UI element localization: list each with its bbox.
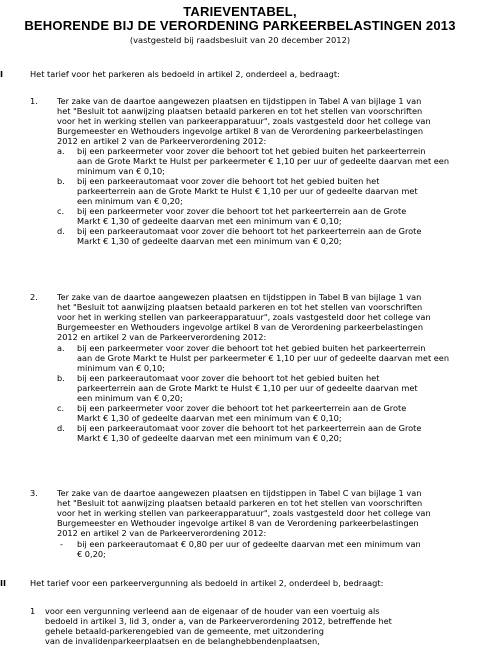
subitem-text-line: bij een parkeermeter voor zover die behoort tot het gebied buiten het parkeerterrein [77,343,426,353]
subitem-text-line: bij een parkeerautomaat voor zover die behoort tot het gebied buiten het [77,373,380,383]
item-number: 2. [30,292,38,302]
subitem-text-line: Markt € 1,30 of gedeelte daarvan met een minimum van € 0,20; [77,236,342,246]
subitem-letter: d. [57,423,65,433]
subitem-text-line: een minimum van € 0,20; [77,393,183,403]
item-text-line: gehele betaald-parkerengebied van de gemeente, met uitzondering [45,626,324,636]
subitem-letter: b. [57,176,65,186]
subitem-text-line: aan de Grote Markt te Hulst per parkeermeter € 1,10 per uur of gedeelte daarvan met een [77,156,450,166]
item-text-line: voor het in werking stellen van parkeerapparatuur", zoals vastgesteld door het college van [57,508,431,518]
item-text-line: Burgemeester en Wethouder ingevolge artikel 8 van de Verordening parkeerbelastingen [57,518,419,528]
subitem-text-line: bij een parkeerautomaat voor zover die behoort tot het parkeerterrein aan de Grote [77,226,422,236]
item-text-line: Ter zake van de daartoe aangewezen plaatsen en tijdstippen in Tabel B van bijlage 1 van [57,292,422,302]
item-text-line: voor het in werking stellen van parkeerapparatuur", zoals vastgesteld door het college van [57,312,431,322]
subitem-text-line: € 0,20; [77,549,106,559]
subitem-text-line: bij een parkeermeter voor zover die behoort tot het gebied buiten het parkeerterrein [77,146,426,156]
document-title-line-2: BEHORENDE BIJ DE VERORDENING PARKEERBELASTINGEN 2013 [24,18,456,33]
item-text-line: Burgemeester en Wethouders ingevolge artikel 8 van de Verordening parkeerbelastingen [57,126,424,136]
subitem-text-line: Markt € 1,30 of gedeelte daarvan met een minimum van € 0,20; [77,433,342,443]
subitem-letter: a. [57,146,65,156]
subitem-letter: d. [57,226,65,236]
item-text-line: het "Besluit tot aanwijzing plaatsen betaald parkeren en tot het stellen van voorschriften [57,106,423,116]
subitem-text-line: bij een parkeerautomaat voor zover die behoort tot het parkeerterrein aan de Grote [77,423,422,433]
subitem-text-line: minimum van € 0,10; [77,363,165,373]
subitem-text-line: parkeerterrein aan de Grote Markt te Hulst € 1,10 per uur of gedeelte daarvan met [77,186,418,196]
item-text-line: 2012 en artikel 2 van de Parkeerverordening 2012: [57,528,267,538]
item-text-line: 2012 en artikel 2 van de Parkeerverordening 2012: [57,332,267,342]
item-text-line: bedoeld in artikel 3, lid 3, onder a, van de Parkeerverordening 2012, betreffende het [45,616,392,626]
subitem-text-line: bij een parkeerautomaat € 0,80 per uur of gedeelte daarvan met een minimum van [77,539,421,549]
item-number: 1. [30,96,38,106]
item-number: 1 [30,606,36,616]
subitem-letter: b. [57,373,65,383]
subitem-text-line: aan de Grote Markt te Hulst per parkeermeter € 1,10 per uur of gedeelte daarvan met een [77,353,450,363]
subitem-bullet: - [60,539,63,549]
item-text-line: het "Besluit tot aanwijzing plaatsen betaald parkeren en tot het stellen van voorschriften [57,302,423,312]
item-text-line: Burgemeester en Wethouders ingevolge artikel 8 van de Verordening parkeerbelastingen [57,322,424,332]
subitem-text-line: bij een parkeermeter voor zover die behoort tot het parkeerterrein aan de Grote [77,206,407,216]
section-II-intro: Het tarief voor een parkeervergunning als bedoeld in artikel 2, onderdeel b, bedraagt: [30,578,384,588]
section-I-intro: Het tarief voor het parkeren als bedoeld in artikel 2, onderdeel a, bedraagt: [30,69,340,79]
subitem-text-line: parkeerterrein aan de Grote Markt te Hulst € 1,10 per uur of gedeelte daarvan met [77,383,418,393]
item-text-line: Ter zake van de daartoe aangewezen plaatsen en tijdstippen in Tabel A van bijlage 1 van [57,96,422,106]
subitem-letter: a. [57,343,65,353]
item-number: 3. [30,488,38,498]
document-title-line-1: TARIEVENTABEL, [183,4,297,19]
section-marker-I: I [0,69,4,79]
item-text-line: 2012 en artikel 2 van de Parkeerverordening 2012: [57,136,267,146]
subitem-letter: c. [57,206,65,216]
subitem-letter: c. [57,403,65,413]
subitem-text-line: Markt € 1,30 of gedeelte daarvan met een minimum van € 0,10; [77,216,342,226]
item-text-line: voor een vergunning verleend aan de eigenaar of de houder van een voertuig als [45,606,380,616]
item-text-line: voor het in werking stellen van parkeerapparatuur", zoals vastgesteld door het college van [57,116,431,126]
subitem-text-line: minimum van € 0,10; [77,166,165,176]
subitem-text-line: bij een parkeerautomaat voor zover die behoort tot het gebied buiten het [77,176,380,186]
item-text-line: Ter zake van de daartoe aangewezen plaatsen en tijdstippen in Tabel C van bijlage 1 van [57,488,422,498]
subitem-text-line: een minimum van € 0,20; [77,196,183,206]
section-marker-II: II [0,578,7,588]
subitem-text-line: Markt € 1,30 of gedeelte daarvan met een minimum van € 0,10; [77,413,342,423]
subitem-text-line: bij een parkeermeter voor zover die behoort tot het parkeerterrein aan de Grote [77,403,407,413]
document-subtitle: (vastgesteld bij raadsbesluit van 20 december 2012) [129,35,351,45]
item-text-line: van de invalidenparkeerplaatsen en de belanghebbendenplaatsen, [45,636,320,646]
item-text-line: het "Besluit tot aanwijzing plaatsen betaald parkeren en tot het stellen van voorschriften [57,498,423,508]
